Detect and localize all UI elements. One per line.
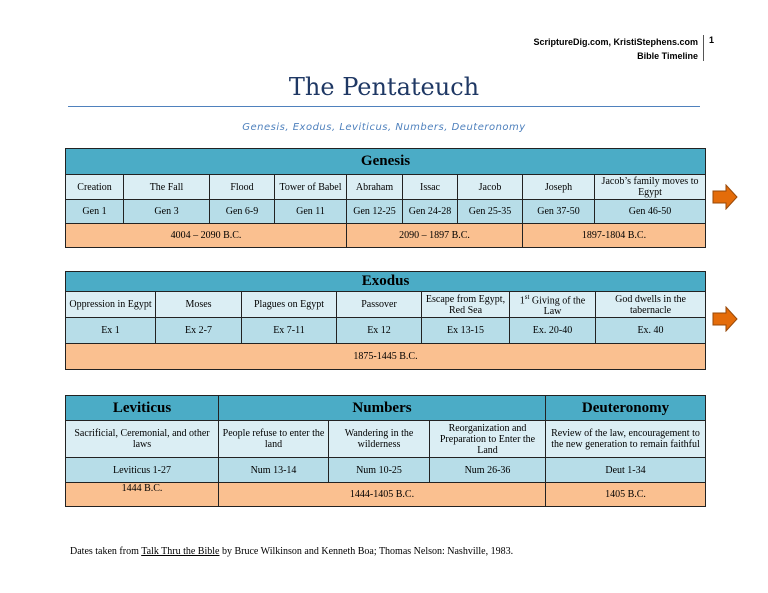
header-doc-title: Bible Timeline: [637, 51, 698, 61]
exodus-event: Moses: [156, 292, 242, 318]
numbers-ref: Num 26-36: [430, 458, 546, 483]
exodus-events-row: [66, 292, 706, 318]
genesis-ref: Gen 3: [124, 200, 210, 224]
leviticus-date: 1444 B.C.: [66, 483, 219, 507]
lnd-dates-row: [66, 483, 706, 507]
genesis-date: 1897-1804 B.C.: [523, 224, 706, 248]
genesis-ref: Gen 46-50: [595, 200, 706, 224]
genesis-events-row: [66, 175, 706, 200]
numbers-event: Wandering in the wilderness: [329, 421, 430, 458]
exodus-title: Exodus: [66, 272, 706, 292]
genesis-date: 4004 – 2090 B.C.: [66, 224, 347, 248]
genesis-refs-row: [66, 200, 706, 224]
exodus-ref: Ex 13-15: [422, 318, 510, 344]
genesis-ref: Gen 11: [275, 200, 347, 224]
deuteronomy-title: Deuteronomy: [546, 396, 706, 421]
genesis-ref: Gen 37-50: [523, 200, 595, 224]
genesis-ref: Gen 25-35: [458, 200, 523, 224]
numbers-ref: Num 10-25: [329, 458, 430, 483]
exodus-ref: Ex 1: [66, 318, 156, 344]
genesis-event: Issac: [403, 175, 458, 200]
genesis-event: Jacob: [458, 175, 523, 200]
exodus-ref: Ex. 20-40: [510, 318, 596, 344]
page-number: 1: [703, 35, 714, 61]
deuteronomy-ref: Deut 1-34: [546, 458, 706, 483]
footnote-book-title: Talk Thru the Bible: [141, 546, 220, 557]
genesis-table: [65, 148, 706, 248]
leviticus-event: Sacrificial, Ceremonial, and other laws: [66, 421, 219, 458]
lnd-events-row: [66, 421, 706, 458]
exodus-arrow-icon: [712, 306, 738, 332]
exodus-ref: Ex 7-11: [242, 318, 337, 344]
genesis-arrow-icon: [712, 184, 738, 210]
genesis-date: 2090 – 1897 B.C.: [347, 224, 523, 248]
running-header: [533, 35, 698, 63]
exodus-event: God dwells in the tabernacle: [596, 292, 706, 318]
exodus-event: Escape from Egypt, Red Sea: [422, 292, 510, 318]
title-rule: [68, 106, 700, 107]
genesis-event: Joseph: [523, 175, 595, 200]
exodus-event: Passover: [337, 292, 422, 318]
footnote-suffix: by Bruce Wilkinson and Kenneth Boa; Thomas Nelson: Nashville, 1983.: [219, 546, 514, 557]
exodus-ref: Ex 12: [337, 318, 422, 344]
exodus-table: [65, 271, 706, 370]
page-title: The Pentateuch: [288, 73, 480, 101]
lnd-refs-row: [66, 458, 706, 483]
genesis-ref: Gen 6-9: [210, 200, 275, 224]
numbers-title: Numbers: [219, 396, 546, 421]
giving-label: Giving of the Law: [531, 295, 586, 318]
exodus-ref: Ex 2-7: [156, 318, 242, 344]
leviticus-ref: Leviticus 1-27: [66, 458, 219, 483]
ordinal-number: 1: [519, 295, 525, 307]
genesis-event: Flood: [210, 175, 275, 200]
genesis-event: Creation: [66, 175, 124, 200]
footnote-prefix: Dates taken from: [70, 546, 142, 557]
ordinal-suffix: st: [524, 293, 530, 301]
numbers-date: 1444-1405 B.C.: [219, 483, 546, 507]
header-sites: ScriptureDig.com, KristiStephens.com: [533, 37, 698, 47]
footnote: [70, 546, 513, 557]
exodus-event: Oppression in Egypt: [66, 292, 156, 318]
genesis-ref: Gen 12-25: [347, 200, 403, 224]
deuteronomy-date: 1405 B.C.: [546, 483, 706, 507]
lev-num-deut-table: [65, 395, 706, 507]
genesis-event: Jacob’s family moves to Egypt: [595, 175, 706, 200]
page-subtitle: Genesis, Exodus, Leviticus, Numbers, Deuteronomy: [242, 122, 526, 133]
genesis-ref: Gen 1: [66, 200, 124, 224]
exodus-dates-row: [66, 344, 706, 370]
exodus-date: 1875-1445 B.C.: [66, 344, 706, 370]
numbers-ref: Num 13-14: [219, 458, 329, 483]
genesis-event: The Fall: [124, 175, 210, 200]
genesis-event: Tower of Babel: [275, 175, 347, 200]
genesis-event: Abraham: [347, 175, 403, 200]
exodus-refs-row: [66, 318, 706, 344]
numbers-event: People refuse to enter the land: [219, 421, 329, 458]
numbers-event: Reorganization and Preparation to Enter the Land: [430, 421, 546, 458]
deuteronomy-event: Review of the law, encouragement to the new generation to remain faithful: [546, 421, 706, 458]
genesis-title: Genesis: [66, 149, 706, 175]
exodus-event: Plagues on Egypt: [242, 292, 337, 318]
exodus-event-giving: [510, 292, 596, 318]
genesis-ref: Gen 24-28: [403, 200, 458, 224]
genesis-dates-row: [66, 224, 706, 248]
exodus-ref: Ex. 40: [596, 318, 706, 344]
leviticus-title: Leviticus: [66, 396, 219, 421]
